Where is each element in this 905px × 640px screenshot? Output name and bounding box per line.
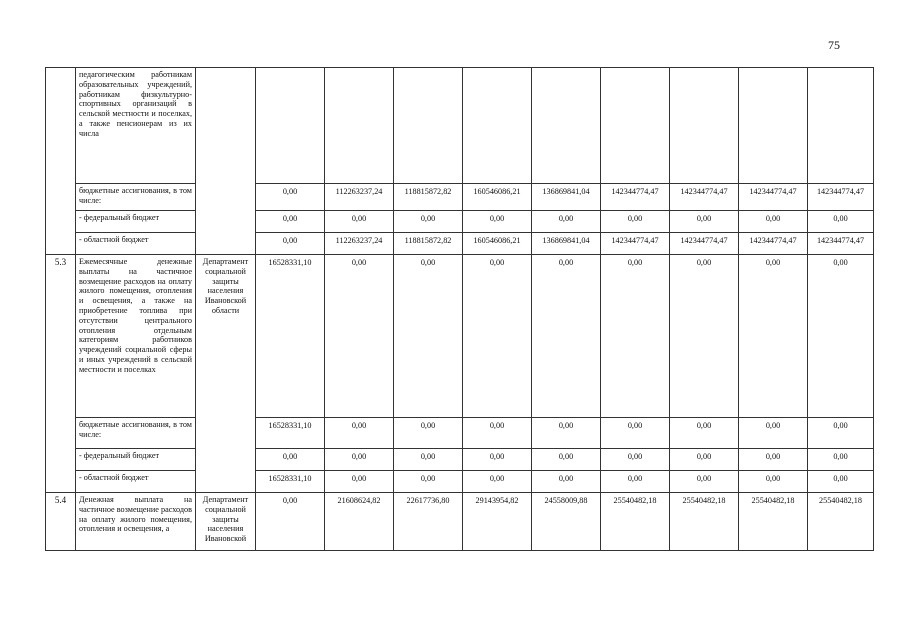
value-cell: 0,00 [256, 184, 325, 211]
table-row [46, 184, 874, 211]
value-cell: 0,00 [532, 471, 601, 493]
value-cell: 0,00 [256, 211, 325, 233]
value-cell: 25540482,18 [670, 493, 739, 551]
value-cell: 0,00 [463, 418, 532, 449]
funding-source-label: - областной бюджет [76, 233, 196, 255]
value-cell: 29143954,82 [463, 493, 532, 551]
value-cell: 0,00 [325, 211, 394, 233]
value-cell: 142344774,47 [808, 184, 874, 211]
value-cell: 0,00 [670, 418, 739, 449]
responsible-department [196, 68, 256, 255]
value-cell: 0,00 [670, 255, 739, 418]
value-cell: 0,00 [325, 255, 394, 418]
value-cell: 142344774,47 [670, 233, 739, 255]
value-cell: 0,00 [601, 418, 670, 449]
value-cell: 0,00 [601, 471, 670, 493]
value-cell: 112263237,24 [325, 233, 394, 255]
funding-source-label: бюджетные ассигнования, в том числе: [76, 184, 196, 211]
value-cell: 22617736,80 [394, 493, 463, 551]
value-cell: 0,00 [463, 211, 532, 233]
value-cell: 0,00 [532, 418, 601, 449]
responsible-department: Департамент социальной защиты населения Ивановской области [196, 255, 256, 493]
value-cell: 0,00 [739, 211, 808, 233]
value-cell: 0,00 [601, 255, 670, 418]
section-description: Ежемесячные денежные выплаты на частичное возмещение расходов на оплату жилого помещения, отопления и освещения, а также на приобретение топлива при отсутствии центрального отопления отдельным категориям работников учреждений социальной сферы и иных учреждений в сельской местности и поселках [76, 255, 196, 418]
value-cell [739, 68, 808, 184]
value-cell: 0,00 [256, 233, 325, 255]
value-cell: 0,00 [670, 471, 739, 493]
value-cell: 0,00 [394, 255, 463, 418]
responsible-department: Департамент социальной защиты населения Ивановской [196, 493, 256, 551]
funding-source-label: - федеральный бюджет [76, 211, 196, 233]
value-cell: 25540482,18 [808, 493, 874, 551]
value-cell [670, 68, 739, 184]
value-cell [394, 68, 463, 184]
value-cell: 0,00 [463, 449, 532, 471]
value-cell: 0,00 [601, 449, 670, 471]
value-cell: 0,00 [808, 449, 874, 471]
value-cell: 0,00 [601, 211, 670, 233]
value-cell: 118815872,82 [394, 233, 463, 255]
table-row [46, 233, 874, 255]
table-row [46, 211, 874, 233]
value-cell: 0,00 [739, 471, 808, 493]
value-cell: 0,00 [325, 471, 394, 493]
section-index [46, 68, 76, 255]
table-row [46, 471, 874, 493]
value-cell: 0,00 [808, 471, 874, 493]
funding-source-label: - областной бюджет [76, 471, 196, 493]
value-cell [532, 68, 601, 184]
value-cell: 142344774,47 [808, 233, 874, 255]
value-cell: 0,00 [463, 471, 532, 493]
value-cell: 0,00 [325, 449, 394, 471]
value-cell: 16528331,10 [256, 255, 325, 418]
value-cell: 0,00 [532, 449, 601, 471]
value-cell [463, 68, 532, 184]
value-cell: 0,00 [256, 449, 325, 471]
table-row [46, 255, 874, 418]
section-index: 5.3 [46, 255, 76, 493]
value-cell: 142344774,47 [601, 184, 670, 211]
funding-source-label: - федеральный бюджет [76, 449, 196, 471]
value-cell: 160546086,21 [463, 233, 532, 255]
value-cell: 136869841,04 [532, 233, 601, 255]
value-cell: 142344774,47 [670, 184, 739, 211]
value-cell: 0,00 [670, 211, 739, 233]
value-cell: 118815872,82 [394, 184, 463, 211]
table-row [46, 418, 874, 449]
budget-table [45, 67, 874, 551]
value-cell: 0,00 [739, 418, 808, 449]
table-row [46, 493, 874, 551]
value-cell: 0,00 [808, 211, 874, 233]
value-cell: 142344774,47 [601, 233, 670, 255]
value-cell: 0,00 [532, 211, 601, 233]
value-cell: 16528331,10 [256, 418, 325, 449]
value-cell [808, 68, 874, 184]
value-cell: 0,00 [739, 449, 808, 471]
value-cell: 0,00 [739, 255, 808, 418]
value-cell: 112263237,24 [325, 184, 394, 211]
value-cell: 0,00 [394, 418, 463, 449]
table-body [46, 68, 874, 551]
value-cell: 16528331,10 [256, 471, 325, 493]
section-description: педагогическим работникам образовательных учреждений, работникам физкультурно-спортивных организаций в сельской местности и поселках, а также пенсионерам из их числа [76, 68, 196, 184]
value-cell: 142344774,47 [739, 184, 808, 211]
value-cell: 160546086,21 [463, 184, 532, 211]
section-index: 5.4 [46, 493, 76, 551]
value-cell: 0,00 [256, 493, 325, 551]
page-number: 75 [828, 38, 840, 52]
value-cell: 0,00 [670, 449, 739, 471]
value-cell: 0,00 [325, 418, 394, 449]
funding-source-label: бюджетные ассигнования, в том числе: [76, 418, 196, 449]
value-cell [601, 68, 670, 184]
value-cell: 0,00 [808, 255, 874, 418]
value-cell: 0,00 [394, 471, 463, 493]
value-cell: 136869841,04 [532, 184, 601, 211]
value-cell: 0,00 [463, 255, 532, 418]
value-cell: 25540482,18 [739, 493, 808, 551]
value-cell: 0,00 [394, 449, 463, 471]
value-cell: 0,00 [532, 255, 601, 418]
table-row [46, 449, 874, 471]
value-cell: 142344774,47 [739, 233, 808, 255]
section-description: Денежная выплата на частичное возмещение расходов на оплату жилого помещения, отопления и освещения, а [76, 493, 196, 551]
value-cell: 24558009,88 [532, 493, 601, 551]
value-cell [256, 68, 325, 184]
value-cell [325, 68, 394, 184]
value-cell: 21608624,82 [325, 493, 394, 551]
value-cell: 0,00 [808, 418, 874, 449]
table-row [46, 68, 874, 184]
value-cell: 0,00 [394, 211, 463, 233]
value-cell: 25540482,18 [601, 493, 670, 551]
